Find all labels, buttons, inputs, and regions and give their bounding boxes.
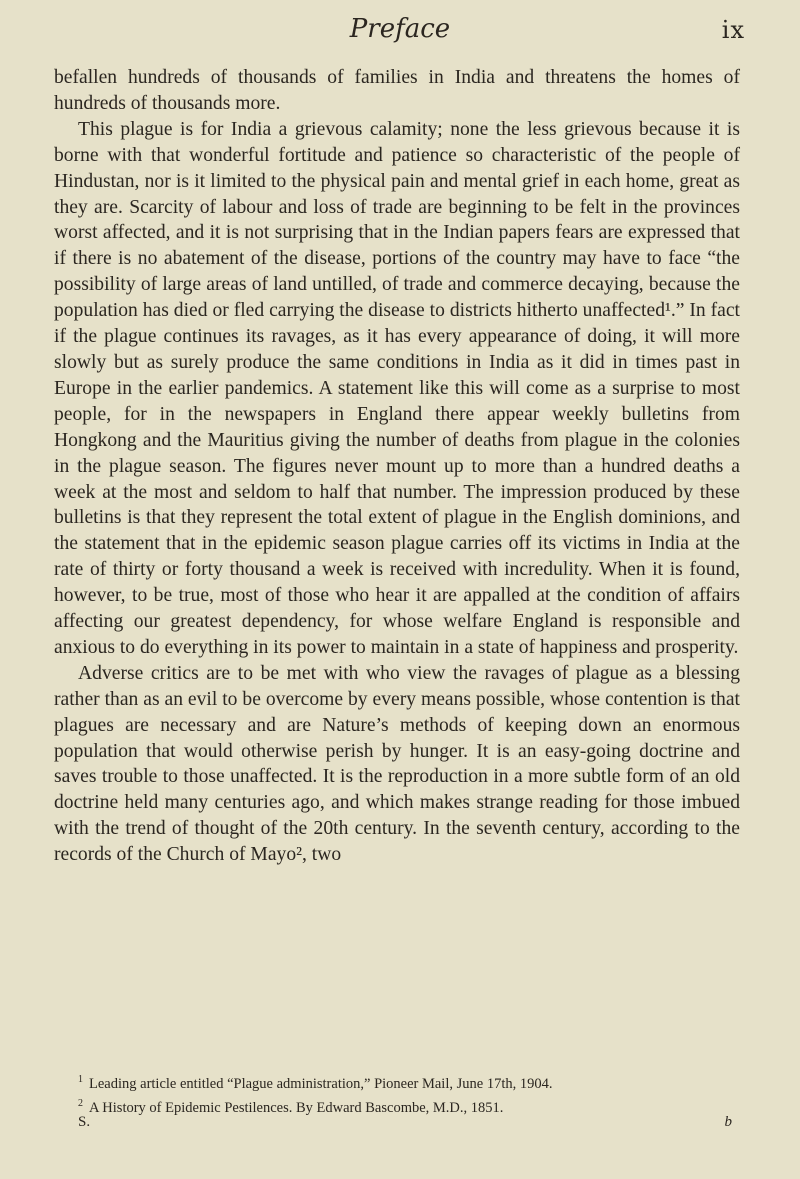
signature-mark: S. (78, 1114, 91, 1130)
running-head (0, 14, 800, 54)
page-number: ix (721, 16, 745, 44)
footnotes (78, 1070, 718, 1118)
footnote-text: Leading article entitled “Plague administration,” Pioneer Mail, June 17th, 1904. (89, 1075, 553, 1092)
paragraph: This plague is for India a grievous calamity; none the less grievous because it is borne with that wonderful fortitude and patience so characteristic of the people of Hindustan, nor is it limited to the physical pain and mental grief in each home, great as they are. Scarcity of labour and loss of trade are beginning to be felt in the provinces worst affected, and it is not surprising that in the Indian papers fears are expressed that if there is no abatement of the disease, portions of the country may have to face “the possibility of large areas of land untilled, of trade and commerce decaying, because the population has died or fled carrying the disease to districts hitherto unaffected¹.” In fact if the plague continues its ravages, as it has every appearance of doing, it will more slowly but as surely produce the same conditions in India as it did in times past in Europe in the earlier pandemics. A statement like this will come as a surprise to most people, for in the newspapers in England there appear weekly bulletins from Hongkong and the Mauritius giving the number of deaths from plague in the colonies in the plague season. The figures never mount up to more than a hundred deaths a week at the most and seldom to half that number. The impression produced by these bulletins is that they represent the total extent of plague in the English dominions, and the statement that in the epidemic season plague carries off its victims in India at the rate of thirty or forty thousand a week is received with incredulity. When it is found, however, to be true, most of those who hear it are appalled at the condition of affairs affecting our greatest dependency, for whose welfare England is responsible and anxious to do everything in its power to maintain in a state of happiness and prosperity. (54, 118, 740, 658)
paragraph: befallen hundreds of thousands of families in India and threatens the homes of hundreds of thousands more. (54, 67, 740, 114)
footnote (78, 1094, 718, 1118)
paragraph: Adverse critics are to be met with who view the ravages of plague as a blessing rather than as an evil to be overcome by every means possible, whose contention is that plagues are necessary and are Nature’s methods of keeping down an enormous population that would otherwise perish by hunger. It is an easy-going doctrine and saves trouble to those unaffected. It is the reproduction in a more subtle form of an old doctrine held many centuries ago, and which makes strange reading for those imbued with the trend of thought of the 20th century. In the seventh century, according to the records of the Church of Mayo², two (54, 662, 740, 866)
running-title: Preface (349, 14, 451, 44)
footnote-text: A History of Epidemic Pestilences. By Edward Bascombe, M.D., 1851. (89, 1099, 504, 1116)
signature-letter: b (724, 1114, 732, 1130)
footnote-mark: 1 (78, 1074, 83, 1085)
footnote (78, 1070, 718, 1094)
footnote-mark: 2 (78, 1097, 83, 1109)
body-text (54, 65, 740, 868)
